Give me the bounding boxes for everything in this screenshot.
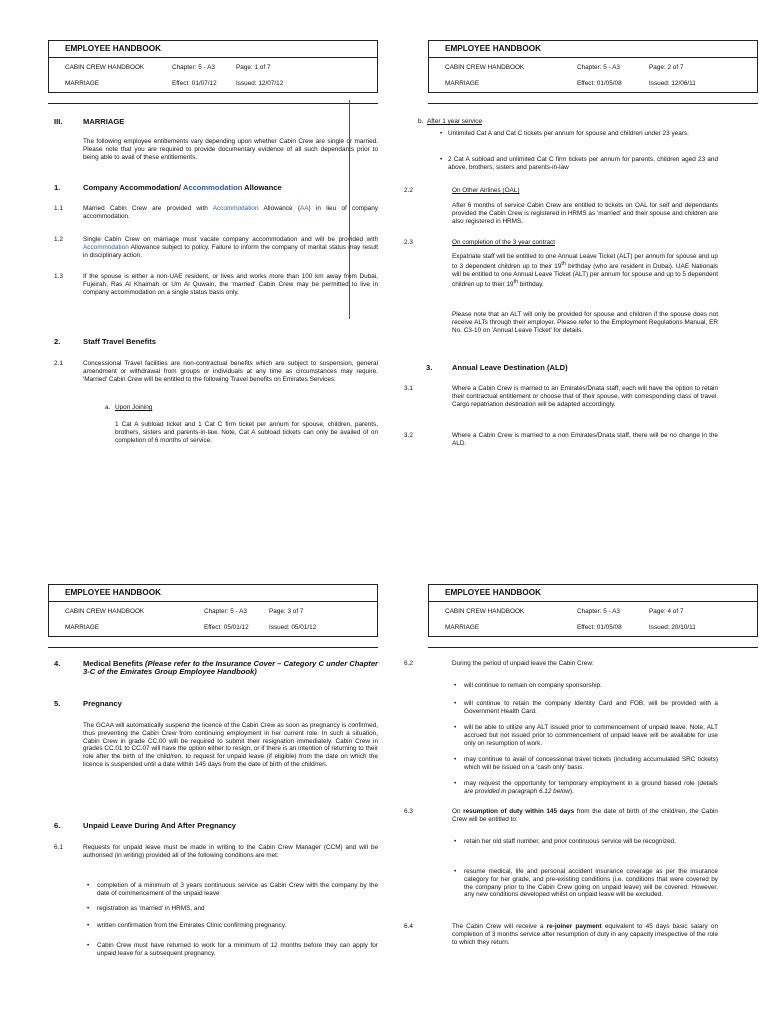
- page-1-body: III. MARRIAGE The following employee entitlements vary depending upon whether Cabin Crew are single or married. Please note that you are required to provide documentary evidence of all such dependants prior to being able to avail of these entitlements. 1. Company Accommodation/ Accommodation Allowance 1.1 Married Cabin Crew are provided with Accommodation Allowance (AA) in lieu of company accommodation. 1.2 Single Cabin Crew on marriage must vacate company accommodation and will be provided with Accommodation Allowance subject to policy. Failure to inform the company of marital status may result in disciplinary action. 1.3 If the spouse is either a non-UAE resident, or lives and works more than 100 km away from Dubai, Fujeirah, Ras Al Khaimah or Um Al Quwain, the 'married' Cabin Crew may be permitted to live in company accommodation on a single status basis only. 2. Staff Travel Benefits 2.1 Concessional Travel facilities are non-contractual benefits which are subject to suspension, general amendment or withdrawal from groups or individuals at any time as circumstances may require. 'Married' Cabin Crew will be entitled to the following Travel benefits on Emirates Services: a. Upon Joining 1 Cat A subload ticket and 1 Cat C firm ticket per annum for spouse, children, parents, brothers, sisters and parents-in-law. Note, Cat A subload tickets can only be availed of on completion of 6 months of service.: [54, 117, 378, 444]
- header-issued: Issued: 20/10/11: [649, 624, 696, 631]
- page-2-body: b. After 1 year service • Unlimited Cat A and Cat C tickets per annum for spouse and children under 23 years. • 2 Cat A subload and unlimited Cat C firm tickets per annum for parents, children aged 23 and above, brothers, sisters and parents-in-law 2.2 On Other Airlines (OAL) After 6 months of service Cabin Crew are entitled to tickets on OAL for self and dependants provided the Cabin Crew is registered in HRMS as 'married' and their spouse and children are also registered in HRMS. 2.3 On completion of the 3 year contract Expatriate staff will be entitled to one Annual Leave Ticket (ALT) per annum for spouse and up to 3 dependent children up to their 19th birthday (who are resident in Dubai). UAE Nationals will be entitled to one Annual Leave Ticket (ALT) per annum for spouse and up to 5 dependent children up to their 19th birthday. Please note that an ALT will only be provided for spouse and children if the spouse does not receive ALTs through their employer. Please refer to the Employment Regulations Manual, ER No. C3-10 on 'Annual Leave Ticket' for details. 3. Annual Leave Destination (ALD) 3.1 Where a Cabin Crew is married to an Emirates/Dnata staff, each will have the option to retain their contractual entitlement or choose that of their spouse, with corresponding class of travel. Cargo repatriation destination will be adapted accordingly. 3.2 Where a Cabin Crew is married to a non Emirates/Dnata staff, there will be no change in the ALD.: [404, 118, 718, 447]
- header-effect: Effect: 01/05/08: [577, 80, 622, 87]
- header-subject: MARRIAGE: [445, 624, 480, 631]
- page-3: [48, 584, 378, 648]
- header-subject: MARRIAGE: [65, 80, 100, 87]
- header-rule: [428, 103, 758, 104]
- header-chapter: Chapter: 5 - A3: [577, 64, 620, 71]
- header-page: Page: 2 of 7: [649, 64, 684, 71]
- header-page: Page: 1 of 7: [236, 64, 271, 71]
- header-effect: Effect: 01/07/12: [172, 80, 217, 87]
- header-doc: CABIN CREW HANDBOOK: [65, 64, 145, 71]
- page-4-body: 6.2 During the period of unpaid leave the Cabin Crew: • will continue to remain on company sponsorship. • will continue to retain the company Identity Card and FOB, will be provided with a Government Health Card. • will be able to utilize any ALT issued prior to commencement of unpaid leave. Note, ALT accrued but not issued prior to commencement of unpaid leave will be available for use only on resumption of work. • may continue to avail of concessional travel tickets (including accumulated SRC tickets) which will be issued on a 'cash only' basis. • may request the opportunity for temporary employment in a ground based role (details are provided in paragraph 6.12 below). 6.3 On resumption of duty within 145 days from the date of birth of the child/ren, the Cabin Crew will be entitled to: • retain her old staff number, and prior continuous service will be recognized, • resume medical, life and personal accident insurance coverage as per the insurance category for her grade, and pre-existing conditions (i.e. conditions that were covered by the company prior to the Cabin Crew going on unpaid leave) will be covered. However, any new conditions developed whilst on unpaid leave will be excluded. 6.4 The Cabin Crew will receive a re-joiner payment equivalent to 45 days basic salary on completion of 3 months service after resumption of duty in any capacity irrespective of the role to which they return.: [404, 660, 719, 946]
- header-doc: CABIN CREW HANDBOOK: [65, 608, 145, 615]
- header-effect: Effect: 05/01/12: [204, 624, 249, 631]
- header-subject: MARRIAGE: [445, 80, 480, 87]
- header-box: [428, 601, 758, 637]
- page-3-body: 4. Medical Benefits (Please refer to the Insurance Cover – Category C under Chapter 3-C of the Emirates Group Employee Handbook) 5. Pregnancy The GCAA will automatically suspend the licence of the Cabin Crew as soon as pregnancy is confirmed, thus preventing the Cabin Crew from continuing employment in her current role. In such a situation, Cabin Crew in grade CC.00 will be required to submit their resignation immediately. Cabin Crew in grades CC.01 to CC.07 will have the option either to resign, or if there is an intention of returning to their role after the birth of the child/ren, to request for unpaid leave (if eligible) from the date on which the licence is suspended until a date within 145 days from the date of birth of the child/ren. 6. Unpaid Leave During And After Pregnancy 6.1 Requests for unpaid leave must be made in writing to the Cabin Crew Manager (CCM) and will be authorised (in writing) provided all of the following conditions are met: • completion of a minimum of 3 years continuous service as Cabin Crew with the company by the date of commencement of the unpaid leave • registration as 'married' in HRMS, and • written confirmation from the Emirates Clinic confirming pregnancy. • Cabin Crew must have returned to work for a minimum of 12 months before they can apply for unpaid leave for a subsequent pregnancy.: [54, 659, 378, 957]
- header-issued: Issued: 05/01/12: [269, 624, 317, 631]
- header-chapter: Chapter: 5 - A3: [204, 608, 247, 615]
- column-divider: [349, 100, 350, 319]
- header-title: EMPLOYEE HANDBOOK: [48, 40, 378, 57]
- header-box: [48, 57, 378, 93]
- header-rule: [48, 647, 378, 648]
- header-doc: CABIN CREW HANDBOOK: [445, 64, 525, 71]
- page-1: [48, 40, 378, 104]
- header-issued: Issued: 12/06/11: [649, 80, 696, 87]
- header-chapter: Chapter: 5 - A3: [172, 64, 215, 71]
- header-subject: MARRIAGE: [65, 624, 100, 631]
- header-chapter: Chapter: 5 - A3: [577, 608, 620, 615]
- header-title: EMPLOYEE HANDBOOK: [48, 584, 378, 601]
- header-rule: [48, 103, 378, 104]
- header-issued: Issued: 12/07/12: [236, 80, 284, 87]
- header-page: Page: 4 of 7: [649, 608, 684, 615]
- header-rule: [428, 647, 758, 648]
- header-title: EMPLOYEE HANDBOOK: [428, 584, 758, 601]
- header-title: EMPLOYEE HANDBOOK: [428, 40, 758, 57]
- header-box: [48, 601, 378, 637]
- page-4: [428, 584, 758, 648]
- header-effect: Effect: 01/05/08: [577, 624, 622, 631]
- header-doc: CABIN CREW HANDBOOK: [445, 608, 525, 615]
- header-page: Page: 3 of 7: [269, 608, 304, 615]
- page-2: [428, 40, 758, 104]
- header-box: [428, 57, 758, 93]
